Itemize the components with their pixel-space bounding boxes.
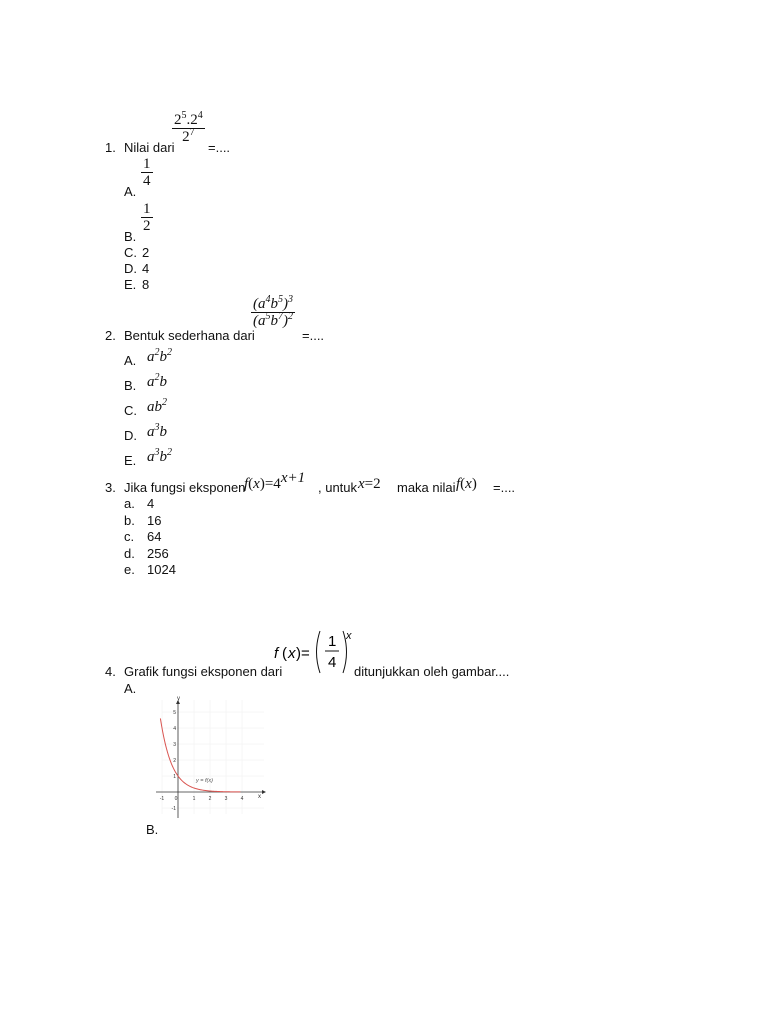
option-label: A. [124, 353, 137, 368]
y-tick-label: 4 [173, 726, 176, 732]
svg-text:1: 1 [328, 633, 337, 650]
x-axis-label: x [258, 794, 261, 800]
option-b-fraction: $\frac{1}{2}$ [143, 201, 151, 234]
x-tick-label: 3 [224, 796, 228, 802]
option-label: A. [124, 184, 137, 199]
option-value: 4 [147, 496, 155, 511]
y-tick-label: -1 [171, 806, 176, 812]
option-d-expression: $a^3b$ [147, 422, 167, 440]
question-tail: ditunjukkan oleh gambar.... [354, 664, 510, 679]
question-mid: , untuk [318, 480, 358, 495]
y-tick-label: 1 [173, 774, 176, 780]
x-tick-label: 2 [208, 796, 212, 802]
q3-x-value: x=2 [358, 476, 381, 492]
svg-text:x: x [288, 645, 296, 662]
option-value: 1024 [147, 562, 176, 577]
option-c-expression: $ab^2$ [147, 397, 167, 415]
option-value: 256 [147, 546, 169, 561]
option-label: b. [124, 513, 135, 528]
y-axis-label: y [177, 696, 180, 702]
q2-denominator: $(a^5b^7)^2$ [253, 311, 293, 329]
question-text: Nilai dari [124, 140, 175, 155]
question-number: 1. [105, 140, 116, 155]
option-label: B. [124, 229, 137, 244]
svg-text:f: f [274, 645, 279, 662]
y-tick-label: 5 [173, 710, 176, 716]
question-number: 4. [105, 664, 116, 679]
option-value: 64 [147, 529, 162, 544]
q3-function-expression: $f(x)=4^{x+1}$ [244, 470, 306, 492]
x-tick-label: 1 [192, 796, 196, 802]
x-tick-labels [160, 796, 244, 802]
svg-text:x: x [346, 630, 352, 642]
option-label: a. [124, 496, 135, 511]
x-axis-arrow [262, 790, 266, 794]
question-tail: =.... [493, 480, 516, 495]
q4-function-expression [272, 627, 354, 679]
y-tick-label: 3 [173, 742, 176, 748]
svg-text:)=: )= [296, 645, 310, 662]
option-a-graph [152, 694, 272, 820]
option-label: B. [146, 822, 159, 837]
option-label: e. [124, 562, 135, 577]
q1-numerator: $2^5.2^4$ [174, 110, 203, 128]
option-value: 16 [147, 513, 162, 528]
option-value: 4 [142, 261, 150, 276]
q1-expression [172, 112, 205, 145]
question-tail: =.... [208, 140, 231, 155]
question-number: 3. [105, 480, 116, 495]
q2-numerator: $(a^4b^5)^3$ [253, 294, 293, 312]
x-tick-label: -1 [159, 796, 165, 802]
option-value: 8 [142, 277, 150, 292]
option-label: E. [124, 453, 137, 468]
q2-expression [251, 296, 295, 329]
option-value: 2 [142, 245, 150, 260]
y-tick-label: 2 [173, 758, 176, 764]
option-label: D. [124, 261, 137, 276]
x-tick-label: 0 [174, 796, 178, 802]
question-number: 2. [105, 328, 116, 343]
option-label: E. [124, 277, 137, 292]
option-label: B. [124, 378, 137, 393]
option-a-expression: $a^2b^2$ [147, 347, 172, 365]
question-text: Grafik fungsi eksponen dari [124, 664, 283, 679]
curve-label: y = f(x) [196, 778, 213, 784]
option-label: A. [124, 681, 137, 696]
svg-text:(: ( [282, 645, 287, 662]
option-label: D. [124, 428, 137, 443]
question-tail: =.... [302, 328, 325, 343]
option-label: C. [124, 403, 137, 418]
question-mid2: maka nilai [397, 480, 456, 495]
option-a-fraction: $\frac{1}{4}$ [143, 156, 151, 189]
option-label: d. [124, 546, 135, 561]
option-e-expression: $a^3b^2$ [147, 447, 172, 465]
option-label: c. [124, 529, 135, 544]
q1-denominator: $2^7$ [172, 128, 205, 145]
question-text: Bentuk sederhana dari [124, 328, 255, 343]
question-text: Jika fungsi eksponen [124, 480, 246, 495]
option-label: C. [124, 245, 137, 260]
option-b-expression: $a^2b$ [147, 372, 167, 390]
q3-fx: f(x) [456, 476, 477, 492]
svg-text:4: 4 [328, 654, 337, 671]
x-tick-label: 4 [240, 796, 244, 802]
